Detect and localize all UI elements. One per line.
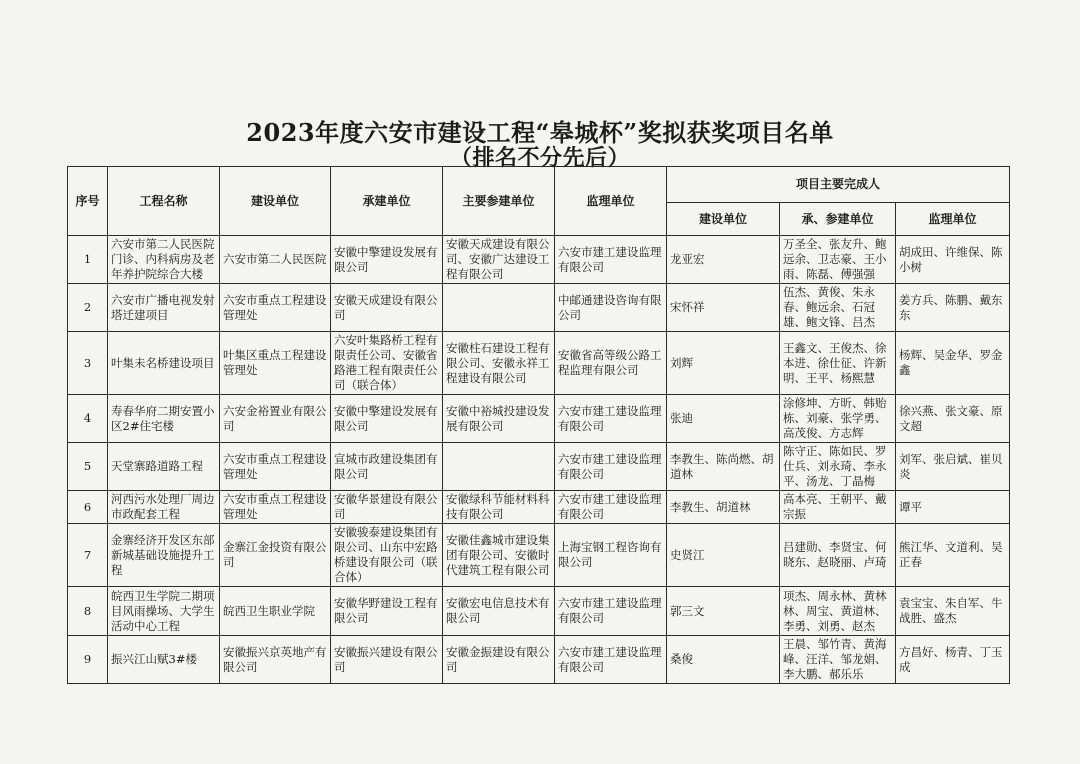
document-subtitle: （排名不分先后） [449, 145, 630, 171]
cell-project: 六安市广播电视发射塔迁建项目 [108, 284, 220, 332]
cell-no: 9 [68, 636, 108, 684]
header-row-top [68, 167, 1010, 203]
cell-owner: 皖西卫生职业学院 [220, 587, 331, 636]
cell-people-supervisor: 袁宝宝、朱自军、牛战胜、盛杰 [896, 587, 1010, 636]
cell-project: 六安市第二人民医院门诊、内科病房及老年养护院综合大楼 [108, 236, 220, 284]
cell-supervisor: 安徽省高等级公路工程监理有限公司 [555, 332, 667, 395]
cell-supervisor: 六安市建工建设监理有限公司 [555, 236, 667, 284]
cell-contractor: 安徽华景建设有限公司 [331, 491, 443, 524]
cell-participants [443, 284, 555, 332]
table-row [68, 284, 1010, 332]
cell-project: 振兴江山赋3#楼 [108, 636, 220, 684]
cell-people-contractor: 王鑫文、王俊杰、徐本进、徐仕征、许新明、王平、杨熙慧 [780, 332, 896, 395]
cell-project: 皖西卫生学院二期项目风雨操场、大学生活动中心工程 [108, 587, 220, 636]
table-row [68, 491, 1010, 524]
cell-no: 8 [68, 587, 108, 636]
cell-contractor: 安徽华野建设工程有限公司 [331, 587, 443, 636]
cell-no: 4 [68, 395, 108, 443]
cell-people-supervisor: 杨辉、吴金华、罗金鑫 [896, 332, 1010, 395]
cell-contractor: 安徽天成建设有限公司 [331, 284, 443, 332]
award-projects-table [67, 166, 1010, 684]
cell-supervisor: 六安市建工建设监理有限公司 [555, 443, 667, 491]
cell-participants: 安徽金振建设有限公司 [443, 636, 555, 684]
cell-project: 天堂寨路道路工程 [108, 443, 220, 491]
cell-no: 7 [68, 524, 108, 587]
table-row [68, 236, 1010, 284]
cell-people-contractor: 王晨、邹竹青、黄海峰、汪洋、邹龙娟、李大鹏、郝乐乐 [780, 636, 896, 684]
cell-people-supervisor: 方昌好、杨青、丁玉成 [896, 636, 1010, 684]
cell-supervisor: 六安市建工建设监理有限公司 [555, 395, 667, 443]
table-row [68, 332, 1010, 395]
cell-owner: 六安市重点工程建设管理处 [220, 443, 331, 491]
cell-no: 1 [68, 236, 108, 284]
cell-contractor: 安徽骏泰建设集团有限公司、山东中宏路桥建设有限公司（联合体） [331, 524, 443, 587]
cell-participants: 安徽佳鑫城市建设集团有限公司、安徽时代建筑工程有限公司 [443, 524, 555, 587]
cell-supervisor: 六安市建工建设监理有限公司 [555, 587, 667, 636]
cell-people-contractor: 涂修坤、方昕、韩贻栋、刘豪、张学勇、高茂俊、方志辉 [780, 395, 896, 443]
table-row [68, 443, 1010, 491]
table-row [68, 587, 1010, 636]
cell-no: 3 [68, 332, 108, 395]
table-row [68, 395, 1010, 443]
cell-people-owner: 郭三文 [667, 587, 780, 636]
cell-owner: 六安市第二人民医院 [220, 236, 331, 284]
cell-owner: 叶集区重点工程建设管理处 [220, 332, 331, 395]
header-people-owner: 建设单位 [667, 203, 780, 236]
cell-participants: 安徽绿科节能材料科技有限公司 [443, 491, 555, 524]
header-owner: 建设单位 [220, 167, 331, 236]
cell-no: 6 [68, 491, 108, 524]
cell-people-supervisor: 徐兴燕、张文豪、原文超 [896, 395, 1010, 443]
cell-people-supervisor: 姜方兵、陈鹏、戴东东 [896, 284, 1010, 332]
cell-people-supervisor: 刘军、张启斌、崔贝炎 [896, 443, 1010, 491]
cell-people-contractor: 项杰、周永林、黄林林、周宝、黄道林、李勇、刘勇、赵杰 [780, 587, 896, 636]
header-no: 序号 [68, 167, 108, 236]
document-title: 2023年度六安市建设工程“皋城杯”奖拟获奖项目名单 [246, 118, 834, 147]
cell-people-owner: 刘辉 [667, 332, 780, 395]
cell-supervisor: 上海宝钢工程咨询有限公司 [555, 524, 667, 587]
cell-owner: 六安市重点工程建设管理处 [220, 491, 331, 524]
cell-people-contractor: 陈守正、陈如民、罗仕兵、刘永琦、李永平、汤龙、丁晶梅 [780, 443, 896, 491]
cell-supervisor: 六安市建工建设监理有限公司 [555, 491, 667, 524]
cell-no: 2 [68, 284, 108, 332]
cell-people-contractor: 伍杰、黄俊、朱永春、鲍远余、石冠雄、鲍文锋、吕杰 [780, 284, 896, 332]
cell-people-owner: 李教生、胡道林 [667, 491, 780, 524]
cell-project: 金寨经济开发区东部新城基础设施提升工程 [108, 524, 220, 587]
table-row [68, 524, 1010, 587]
cell-people-supervisor: 熊江华、文道利、吴正春 [896, 524, 1010, 587]
cell-owner: 安徽振兴京英地产有限公司 [220, 636, 331, 684]
header-people-supervisor: 监理单位 [896, 203, 1010, 236]
cell-participants: 安徽中裕城投建设发展有限公司 [443, 395, 555, 443]
cell-owner: 六安金裕置业有限公司 [220, 395, 331, 443]
cell-owner: 金寨江金投资有限公司 [220, 524, 331, 587]
cell-people-owner: 龙亚宏 [667, 236, 780, 284]
cell-contractor: 宣城市政建设集团有限公司 [331, 443, 443, 491]
cell-people-contractor: 高本亮、王朝平、戴宗振 [780, 491, 896, 524]
cell-contractor: 安徽中擎建设发展有限公司 [331, 236, 443, 284]
cell-contractor: 安徽振兴建设有限公司 [331, 636, 443, 684]
cell-project: 叶集未名桥建设项目 [108, 332, 220, 395]
cell-contractor: 安徽中擎建设发展有限公司 [331, 395, 443, 443]
cell-people-contractor: 万圣全、张友升、鲍远余、卫志豪、王小雨、陈磊、傅强强 [780, 236, 896, 284]
cell-people-supervisor: 谭平 [896, 491, 1010, 524]
header-project: 工程名称 [108, 167, 220, 236]
cell-contractor: 六安叶集路桥工程有限责任公司、安徽省路港工程有限责任公司（联合体） [331, 332, 443, 395]
cell-people-contractor: 吕建勋、李贤宝、何晓东、赵晓丽、卢琦 [780, 524, 896, 587]
cell-project: 寿春华府二期安置小区2#住宅楼 [108, 395, 220, 443]
header-contractor: 承建单位 [331, 167, 443, 236]
cell-supervisor: 六安市建工建设监理有限公司 [555, 636, 667, 684]
cell-participants: 安徽柱石建设工程有限公司、安徽永祥工程建设有限公司 [443, 332, 555, 395]
cell-owner: 六安市重点工程建设管理处 [220, 284, 331, 332]
cell-people-owner: 张迪 [667, 395, 780, 443]
header-people-group: 项目主要完成人 [667, 167, 1010, 203]
header-people-contractor: 承、参建单位 [780, 203, 896, 236]
cell-people-owner: 史贤江 [667, 524, 780, 587]
cell-no: 5 [68, 443, 108, 491]
header-participants: 主要参建单位 [443, 167, 555, 236]
table-row [68, 636, 1010, 684]
cell-people-owner: 李教生、陈尚燃、胡道林 [667, 443, 780, 491]
cell-people-owner: 桑俊 [667, 636, 780, 684]
cell-participants: 安徽天成建设有限公司、安徽广达建设工程有限公司 [443, 236, 555, 284]
cell-people-supervisor: 胡成田、许维保、陈小树 [896, 236, 1010, 284]
cell-people-owner: 宋怀祥 [667, 284, 780, 332]
cell-participants [443, 443, 555, 491]
cell-supervisor: 中邮通建设咨询有限公司 [555, 284, 667, 332]
cell-project: 河西污水处理厂周边市政配套工程 [108, 491, 220, 524]
cell-participants: 安徽宏电信息技术有限公司 [443, 587, 555, 636]
header-supervisor: 监理单位 [555, 167, 667, 236]
